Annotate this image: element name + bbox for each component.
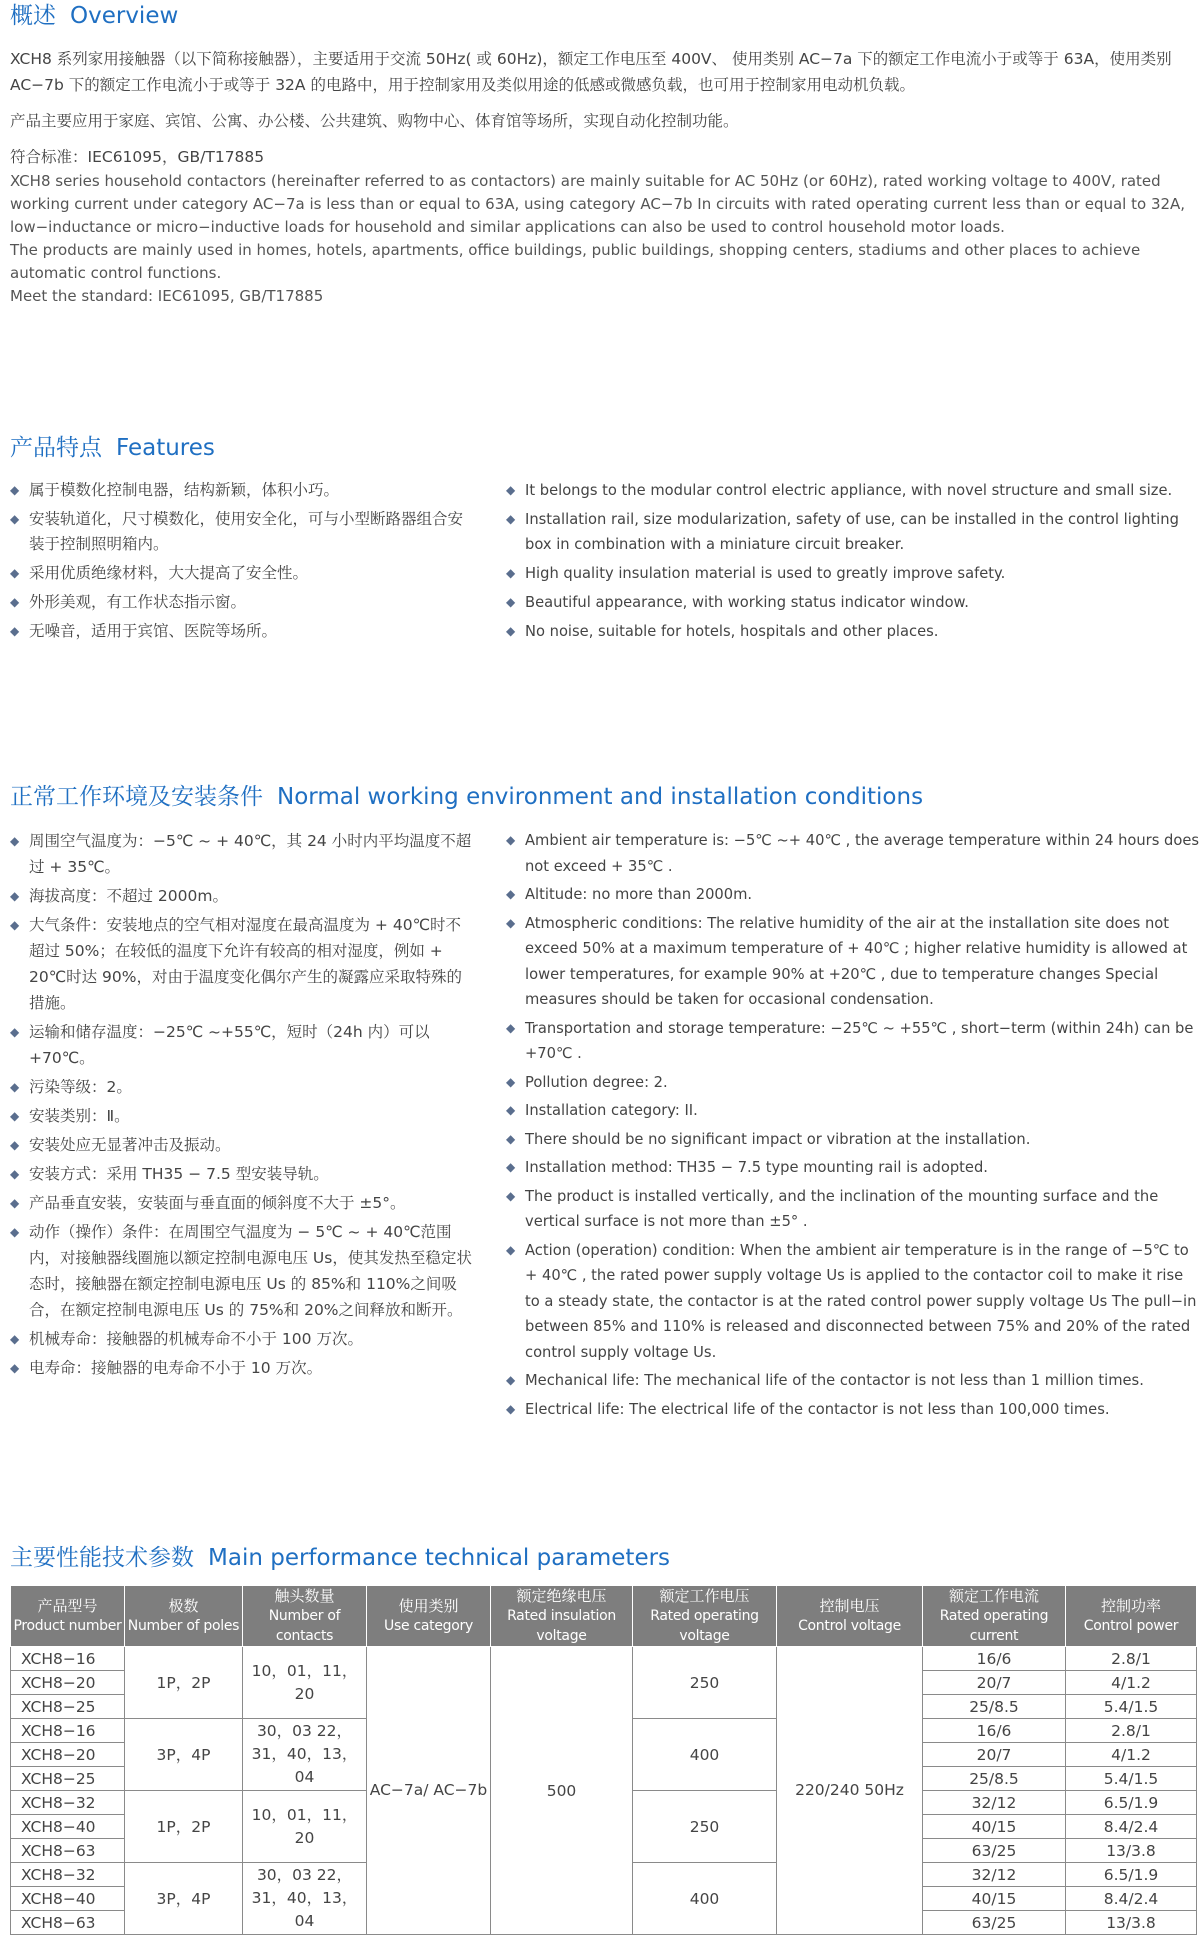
overview-heading	[10, 0, 178, 30]
cell-model: XCH8−40	[11, 1815, 125, 1839]
features-title-cn: 产品特点	[10, 435, 102, 461]
overview-title-en: Overview	[70, 3, 179, 29]
header-cn: 极数	[168, 1597, 199, 1615]
cell-poles: 3P，4P	[125, 1719, 243, 1791]
environment-list-en	[506, 828, 1200, 1425]
header-cn: 控制功率	[1100, 1597, 1161, 1615]
header-en: Rated operating voltage	[650, 1608, 759, 1644]
cell-model: XCH8−20	[11, 1671, 125, 1695]
environment-item-en: ◆ Pollution degree: 2.	[506, 1070, 1200, 1096]
overview-body	[10, 46, 1198, 308]
header-control-power	[1066, 1586, 1197, 1647]
environment-item-cn: ◆ 周围空气温度为：−5℃ ~ + 40℃，其 24 小时内平均温度不超过 + 35℃。	[10, 828, 475, 880]
header-cn: 触头数量	[274, 1587, 335, 1605]
environment-heading	[10, 778, 923, 811]
cell-model: XCH8−16	[11, 1647, 125, 1671]
feature-item-en: ◆ Installation rail, size modularization, safety of use, can be installed in the control lighting box in combination with a miniature circuit breaker.	[506, 507, 1200, 557]
cell-current: 16/6	[923, 1647, 1066, 1671]
params-header-row	[11, 1586, 1197, 1647]
cell-power: 13/3.8	[1066, 1911, 1197, 1935]
environment-item-cn: ◆ 安装方式：采用 TH35 − 7.5 型安装导轨。	[10, 1161, 475, 1187]
header-en: Number of contacts	[268, 1608, 341, 1644]
environment-item-en: ◆ There should be no significant impact or vibration at the installation.	[506, 1127, 1200, 1153]
header-cn: 额定工作电流	[948, 1587, 1039, 1605]
feature-item-cn: ◆ 安装轨道化，尺寸模数化，使用安全化，可与小型断路器组合安装于控制照明箱内。	[10, 507, 475, 557]
header-cn: 使用类别	[398, 1597, 459, 1615]
header-en: Control power	[1083, 1618, 1179, 1634]
cell-model: XCH8−63	[11, 1839, 125, 1863]
cell-poles: 1P，2P	[125, 1647, 243, 1719]
cell-operating-voltage: 250	[633, 1791, 777, 1863]
cell-power: 8.4/2.4	[1066, 1815, 1197, 1839]
header-product-number	[11, 1586, 125, 1647]
params-heading	[10, 1539, 670, 1572]
environment-item-en: ◆ Transportation and storage temperature: −25℃ ~ +55℃ , short−term (within 24h) can be +70℃ .	[506, 1016, 1200, 1067]
header-contacts	[243, 1586, 367, 1647]
cell-current: 16/6	[923, 1719, 1066, 1743]
environment-item-cn: ◆ 污染等级：2。	[10, 1074, 475, 1100]
overview-en-paragraph-1: XCH8 series household contactors (hereinafter referred to as contactors) are mainly suitable for AC 50Hz (or 60Hz), rated working voltage to 400V, rated working current under category AC−7a is less than or equal to 63A, using category AC−7b In circuits with rated operating current less than or equal to 32A, low−inductance or micro−inductive loads for household and similar applications can also be used to control household motor loads.	[10, 172, 1186, 236]
cell-contacts: 30，03 22，31，40，13，04	[243, 1719, 367, 1791]
overview-cn-paragraph-2: 产品主要应用于家庭、宾馆、公寓、办公楼、公共建筑、购物中心、体育馆等场所，实现自动化控制功能。	[10, 112, 739, 130]
environment-item-en: ◆ Installation category: II.	[506, 1098, 1200, 1124]
cell-current: 40/15	[923, 1815, 1066, 1839]
environment-item-cn: ◆ 安装类别：Ⅱ。	[10, 1103, 475, 1129]
cell-insulation-voltage: 500	[491, 1647, 633, 1935]
cell-current: 25/8.5	[923, 1695, 1066, 1719]
cell-current: 20/7	[923, 1671, 1066, 1695]
features-list-en	[506, 478, 1200, 648]
cell-poles: 1P，2P	[125, 1791, 243, 1863]
environment-item-en: ◆ Installation method: TH35 − 7.5 type mounting rail is adopted.	[506, 1155, 1200, 1181]
cell-power: 6.5/1.9	[1066, 1863, 1197, 1887]
cell-operating-voltage: 400	[633, 1719, 777, 1791]
cell-contacts: 30，03 22，31，40，13，04	[243, 1863, 367, 1935]
environment-item-en: ◆ Mechanical life: The mechanical life of the contactor is not less than 1 million times.	[506, 1368, 1200, 1394]
cell-model: XCH8−32	[11, 1791, 125, 1815]
cell-operating-voltage: 400	[633, 1863, 777, 1935]
cell-current: 32/12	[923, 1791, 1066, 1815]
environment-item-cn: ◆ 机械寿命：接触器的机械寿命不小于 100 万次。	[10, 1326, 475, 1352]
header-en: Rated operating current	[939, 1608, 1049, 1644]
environment-item-en: ◆ Altitude: no more than 2000m.	[506, 882, 1200, 908]
features-list-cn	[10, 478, 475, 648]
feature-item-cn: ◆ 采用优质绝缘材料，大大提高了安全性。	[10, 561, 475, 586]
environment-item-en: ◆ Action (operation) condition: When the ambient air temperature is in the range of −5℃ to + 40℃ , the rated power supply voltage Us is applied to the contactor coil to make it rise to a steady state, the contactor is at the rated control power supply voltage Us The pull−in between 85% and 110% is released and disconnected between 75% and 20% of the rated control supply voltage Us.	[506, 1238, 1200, 1366]
params-table	[10, 1585, 1197, 1935]
cell-model: XCH8−40	[11, 1887, 125, 1911]
cell-model: XCH8−16	[11, 1719, 125, 1743]
overview-en-paragraph-2: The products are mainly used in homes, hotels, apartments, office buildings, public buildings, shopping centers, stadiums and other places to achieve automatic control functions.	[10, 241, 1141, 282]
header-en: Control voltage	[798, 1618, 901, 1634]
environment-item-cn: ◆ 产品垂直安装，安装面与垂直面的倾斜度不大于 ±5°。	[10, 1190, 475, 1216]
environment-list-cn	[10, 828, 475, 1384]
cell-model: XCH8−32	[11, 1863, 125, 1887]
cell-contacts: 10，01，11，20	[243, 1647, 367, 1719]
cell-model: XCH8−25	[11, 1695, 125, 1719]
cell-current: 63/25	[923, 1911, 1066, 1935]
environment-item-en: ◆ Electrical life: The electrical life of the contactor is not less than 100,000 times.	[506, 1397, 1200, 1423]
cell-power: 5.4/1.5	[1066, 1695, 1197, 1719]
feature-item-en: ◆ It belongs to the modular control electric appliance, with novel structure and small size.	[506, 478, 1200, 503]
header-cn: 产品型号	[37, 1597, 98, 1615]
features-title-en: Features	[116, 435, 215, 461]
cell-poles: 3P，4P	[125, 1863, 243, 1935]
overview-en-standard: Meet the standard: IEC61095, GB/T17885	[10, 287, 324, 305]
header-en: Number of poles	[127, 1618, 240, 1634]
params-title-en: Main performance technical parameters	[208, 1545, 671, 1571]
header-operating-current	[923, 1586, 1066, 1647]
overview-title-cn: 概述	[10, 3, 56, 29]
cell-use-category: AC−7a/ AC−7b	[367, 1647, 491, 1935]
header-cn: 控制电压	[819, 1597, 880, 1615]
header-en: Use category	[384, 1618, 473, 1634]
header-use-category	[367, 1586, 491, 1647]
header-cn: 额定工作电压	[659, 1587, 750, 1605]
features-heading	[10, 429, 215, 462]
feature-item-en: ◆ No noise, suitable for hotels, hospitals and other places.	[506, 619, 1200, 644]
environment-item-cn: ◆ 安装处应无显著冲击及振动。	[10, 1132, 475, 1158]
cell-current: 63/25	[923, 1839, 1066, 1863]
cell-contacts: 10，01，11，20	[243, 1791, 367, 1863]
environment-item-cn: ◆ 海拔高度：不超过 2000m。	[10, 883, 475, 909]
feature-item-cn: ◆ 外形美观，有工作状态指示窗。	[10, 590, 475, 615]
cell-model: XCH8−63	[11, 1911, 125, 1935]
environment-item-en: ◆ Ambient air temperature is: −5℃ ~+ 40℃ , the average temperature within 24 hours does not exceed + 35℃ .	[506, 828, 1200, 879]
environment-item-cn: ◆ 电寿命：接触器的电寿命不小于 10 万次。	[10, 1355, 475, 1381]
header-poles	[125, 1586, 243, 1647]
overview-cn-paragraph-1: XCH8 系列家用接触器（以下简称接触器），主要适用于交流 50Hz( 或 60Hz)，额定工作电压至 400V、 使用类别 AC−7a 下的额定工作电流小于或等于 63A，使用类别 AC−7b 下的额定工作电流小于或等于 32A 的电路中，用于控制家用及类似用途的低感或微感负载，也可用于控制家用电动机负载。	[10, 50, 1172, 94]
cell-power: 13/3.8	[1066, 1839, 1197, 1863]
header-en: Product number	[13, 1618, 122, 1634]
cell-current: 25/8.5	[923, 1767, 1066, 1791]
feature-item-en: ◆ High quality insulation material is used to greatly improve safety.	[506, 561, 1200, 586]
header-cn: 额定绝缘电压	[516, 1587, 607, 1605]
feature-item-cn: ◆ 属于模数化控制电器，结构新颖，体积小巧。	[10, 478, 475, 503]
environment-item-cn: ◆ 运输和储存温度：−25℃ ~+55℃，短时（24h 内）可以 +70℃。	[10, 1019, 475, 1071]
cell-model: XCH8−20	[11, 1743, 125, 1767]
cell-current: 40/15	[923, 1887, 1066, 1911]
table-row	[11, 1647, 1197, 1671]
cell-current: 32/12	[923, 1863, 1066, 1887]
environment-item-cn: ◆ 大气条件：安装地点的空气相对湿度在最高温度为 + 40℃时不超过 50%；在较低的温度下允许有较高的相对湿度，例如 + 20℃时达 90%，对由于温度变化偶尔产生的凝露应采取特殊的措施。	[10, 912, 475, 1016]
environment-item-en: ◆ Atmospheric conditions: The relative humidity of the air at the installation site does not exceed 50% at a maximum temperature of + 40℃ ; higher relative humidity is allowed at lower temperatures, for example 90% at +20℃ , due to temperature changes Special measures should be taken for occasional condensation.	[506, 911, 1200, 1013]
params-title-cn: 主要性能技术参数	[10, 1545, 194, 1571]
header-insulation-voltage	[491, 1586, 633, 1647]
cell-power: 6.5/1.9	[1066, 1791, 1197, 1815]
cell-current: 20/7	[923, 1743, 1066, 1767]
cell-power: 4/1.2	[1066, 1671, 1197, 1695]
cell-power: 4/1.2	[1066, 1743, 1197, 1767]
overview-cn-standard: 符合标准：IEC61095，GB/T17885	[10, 148, 265, 166]
cell-model: XCH8−25	[11, 1767, 125, 1791]
cell-power: 5.4/1.5	[1066, 1767, 1197, 1791]
environment-title-cn: 正常工作环境及安装条件	[10, 784, 263, 810]
environment-item-en: ◆ The product is installed vertically, and the inclination of the mounting surface and the vertical surface is not more than ±5° .	[506, 1184, 1200, 1235]
cell-operating-voltage: 250	[633, 1647, 777, 1719]
header-control-voltage	[777, 1586, 923, 1647]
cell-control-voltage: 220/240 50Hz	[777, 1647, 923, 1935]
feature-item-cn: ◆ 无噪音，适用于宾馆、医院等场所。	[10, 619, 475, 644]
environment-item-cn: ◆ 动作（操作）条件：在周围空气温度为 − 5℃ ~ + 40℃范围内，对接触器线圈施以额定控制电源电压 Us，使其发热至稳定状态时，接触器在额定控制电源电压 Us 的 85%和 110%之间吸合，在额定控制电源电压 Us 的 75%和 20%之间释放和断开。	[10, 1219, 475, 1323]
header-operating-voltage	[633, 1586, 777, 1647]
cell-power: 2.8/1	[1066, 1647, 1197, 1671]
cell-power: 8.4/2.4	[1066, 1887, 1197, 1911]
environment-title-en: Normal working environment and installation conditions	[277, 784, 924, 810]
feature-item-en: ◆ Beautiful appearance, with working status indicator window.	[506, 590, 1200, 615]
cell-power: 2.8/1	[1066, 1719, 1197, 1743]
header-en: Rated insulation voltage	[507, 1608, 616, 1644]
